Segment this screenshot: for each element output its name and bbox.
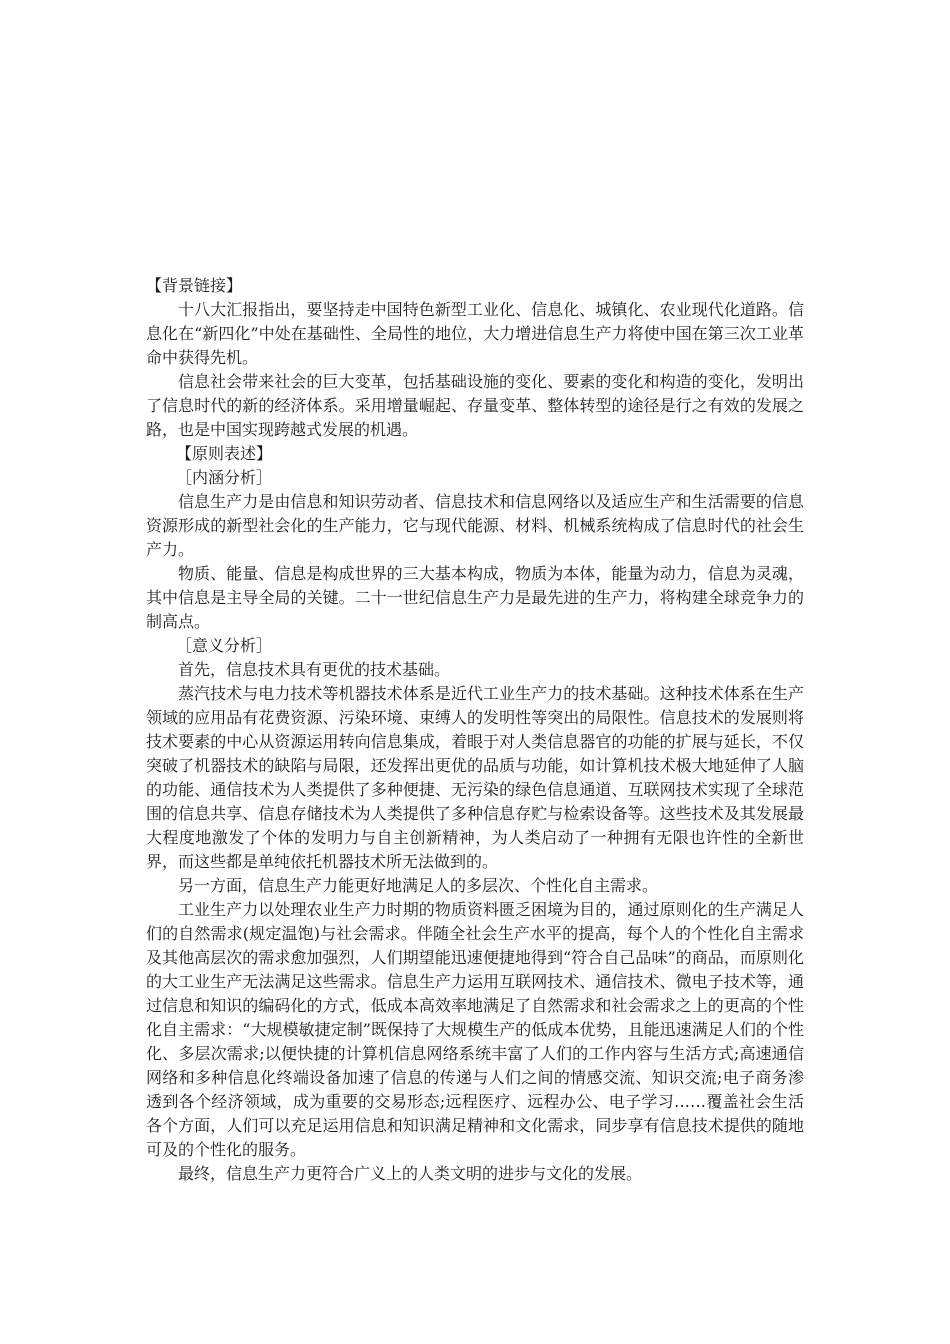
background-paragraph-1: 十八大汇报指出，要坚持走中国特色新型工业化、信息化、城镇化、农业现代化道路。信息化在“新四化”中处在基础性、全局性的地位，大力增进信息生产力将使中国在第三次工业革命中获得先机。 <box>146 300 804 367</box>
connotation-paragraph-1: 信息生产力是由信息和知识劳动者、信息技术和信息网络以及适应生产和生活需要的信息资源形成的新型社会化的生产能力，它与现代能源、材料、机械系统构成了信息时代的社会生产力。 <box>146 492 804 559</box>
background-paragraph-2: 信息社会带来社会的巨大变革，包括基础设施的变化、要素的变化和构造的变化，发明出了信息时代的新的经济体系。采用增量崛起、存量变革、整体转型的途径是行之有效的发展之路，也是中国实现跨越式发展的机遇。 <box>146 372 804 439</box>
significance-paragraph-4: 工业生产力以处理农业生产力时期的物质资料匮乏困境为目的，通过原则化的生产满足人们的自然需求(规定温饱)与社会需求。伴随全社会生产水平的提高，每个人的个性化自主需求及其他高层次的需求愈加强烈，人们期望能迅速便捷地得到“符合自己品味”的商品，而原则化的大工业生产无法满足这些需求。信息生产力运用互联网技术、通信技术、微电子技术等，通过信息和知识的编码化的方式，低成本高效率地满足了自然需求和社会需求之上的更高的个性化自主需求：“大规模敏捷定制”既保持了大规模生产的低成本优势，且能迅速满足人们的个性化、多层次需求;以便快捷的计算机信息网络系统丰富了人们的工作内容与生活方式;高速通信网络和多种信息化终端设备加速了信息的传递与人们之间的情感交流、知识交流;电子商务渗透到各个经济领域，成为重要的交易形态;远程医疗、远程办公、电子学习……覆盖社会生活各个方面，人们可以充足运用信息和知识满足精神和文化需求，同步享有信息技术提供的随地可及的个性化的服务。 <box>146 900 804 1159</box>
connotation-heading: ［内涵分析］ <box>176 468 273 487</box>
significance-paragraph-1: 首先，信息技术具有更优的技术基础。 <box>178 660 451 679</box>
background-heading: 【背景链接】 <box>146 276 243 295</box>
principle-heading: 【原则表述】 <box>176 444 273 463</box>
significance-heading: ［意义分析］ <box>176 636 273 655</box>
document-body <box>146 274 804 1186</box>
significance-paragraph-2: 蒸汽技术与电力技术等机器技术体系是近代工业生产力的技术基础。这种技术体系在生产领域的应用品有花费资源、污染环境、束缚人的发明性等突出的局限性。信息技术的发展则将技术要素的中心从资源运用转向信息集成，着眼于对人类信息器官的功能的扩展与延长，不仅突破了机器技术的缺陷与局限，还发挥出更优的品质与功能，如计算机技术极大地延伸了人脑的功能、通信技术为人类提供了多种便捷、无污染的绿色信息通道、互联网技术实现了全球范围的信息共享、信息存储技术为人类提供了多种信息存贮与检索设备等。这些技术及其发展最大程度地激发了个体的发明力与自主创新精神，为人类启动了一种拥有无限也许性的全新世界，而这些都是单纯依托机器技术所无法做到的。 <box>146 684 804 871</box>
connotation-paragraph-2: 物质、能量、信息是构成世界的三大基本构成，物质为本体，能量为动力，信息为灵魂，其中信息是主导全局的关键。二十一世纪信息生产力是最先进的生产力，将构建全球竞争力的制高点。 <box>146 564 804 631</box>
significance-paragraph-5: 最终，信息生产力更符合广义上的人类文明的进步与文化的发展。 <box>178 1164 643 1183</box>
significance-paragraph-3: 另一方面，信息生产力能更好地满足人的多层次、个性化自主需求。 <box>178 876 659 895</box>
